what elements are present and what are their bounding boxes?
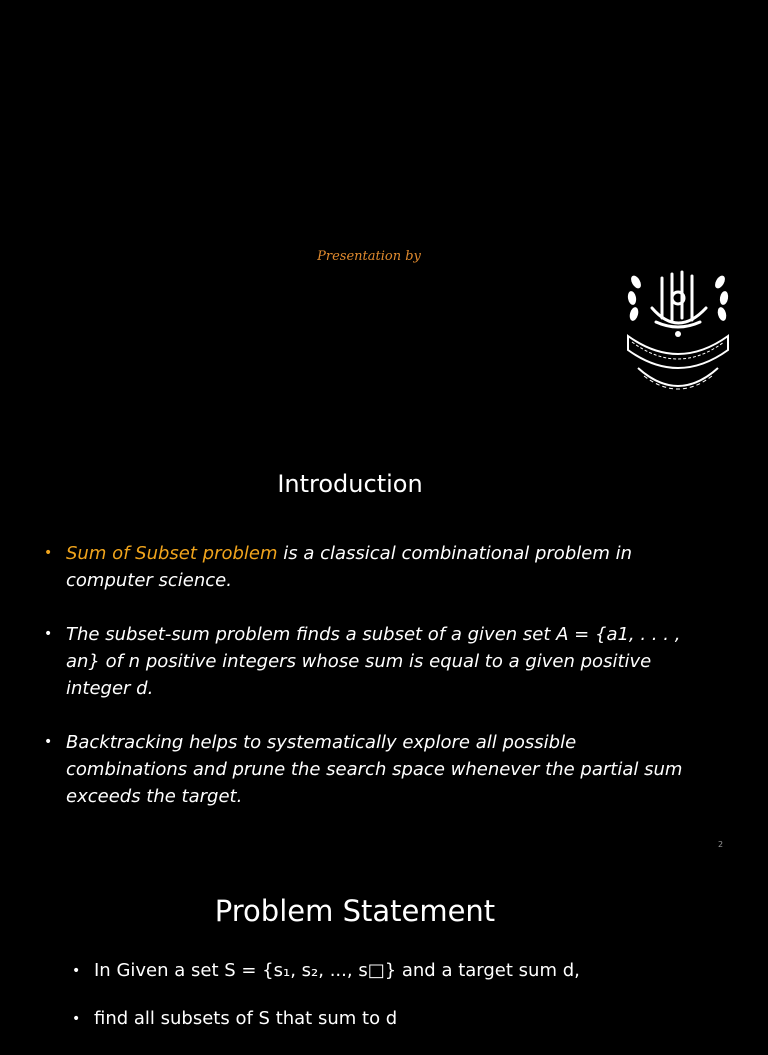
bullet-item: [44, 621, 694, 702]
bullet-text: find all subsets of S that sum to d: [94, 1008, 398, 1029]
bullet-text: In Given a set S = {s₁, s₂, ..., s□} and a target sum d,: [94, 960, 580, 981]
bullet-item: [72, 959, 732, 983]
bullet-item: [72, 1007, 732, 1031]
page-number: 2: [718, 840, 724, 849]
bullet-text: is a classical combinational problem in computer science.: [66, 543, 632, 591]
highlight-term: Sum of Subset problem: [66, 543, 278, 564]
bullet-dot-icon: •: [44, 734, 53, 750]
title-slide: [0, 0, 768, 430]
bullet-dot-icon: •: [72, 1011, 81, 1027]
bullet-list: [72, 959, 732, 1055]
bullet-list: [44, 540, 694, 837]
slide-title: Problem Statement: [214, 894, 496, 928]
bullet-text: Backtracking helps to systematically explore all possible combinations and prune the search space whenever the partial sum exceeds the target.: [66, 732, 683, 807]
bullet-dot-icon: •: [72, 963, 81, 979]
presented-by-text: Presentation by: [317, 249, 421, 264]
bullet-dot-icon: •: [44, 626, 53, 642]
bullet-dot-icon: •: [44, 545, 53, 561]
problem-statement-slide: [0, 860, 768, 1029]
bullet-item: [44, 729, 694, 810]
slide-title: Introduction: [277, 470, 423, 498]
bullet-text: The subset-sum problem finds a subset of a given set A = {a1, . . . , an} of n positive integers whose sum is equal to a given positive integer d.: [66, 624, 681, 699]
institute-emblem-icon: [622, 268, 734, 398]
bullet-item: [44, 540, 694, 594]
introduction-slide: [0, 430, 768, 860]
